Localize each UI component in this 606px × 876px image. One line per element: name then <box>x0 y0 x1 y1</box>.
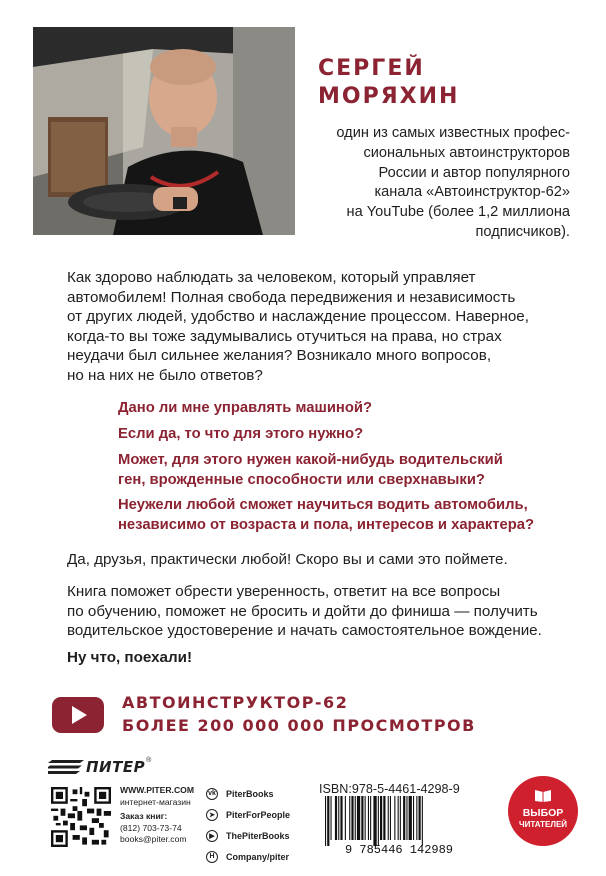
intro-paragraph <box>67 268 587 386</box>
answer-paragraph <box>67 550 508 570</box>
barcode-bar <box>390 796 391 840</box>
author-last-name: МОРЯХИН <box>318 84 460 109</box>
bio-line: России и автор популярного <box>378 164 570 181</box>
barcode-bar <box>345 796 346 840</box>
question-item <box>118 399 372 419</box>
barcode-bar <box>335 796 337 840</box>
social-links <box>206 785 290 869</box>
channel-views: БОЛЕЕ 200 000 000 ПРОСМОТРОВ <box>122 716 476 735</box>
youtube-icon <box>52 697 104 733</box>
barcode-bar <box>388 796 389 840</box>
barcode-bar <box>403 796 405 840</box>
social-item[interactable] <box>206 785 290 802</box>
badge-subtitle: ЧИТАТЕЛЕЙ <box>518 820 568 829</box>
email[interactable]: books@piter.com <box>120 834 187 844</box>
answer-line: Да, друзья, практически любой! Скоро вы и сами это поймете. <box>67 551 508 568</box>
order-label: Заказ книг: <box>120 811 168 821</box>
barcode-bar <box>383 796 385 840</box>
channel-info <box>122 691 476 737</box>
social-label: PiterForPeople <box>226 809 291 820</box>
site-link[interactable]: WWW.PITER.COM <box>120 785 194 795</box>
publisher-logo <box>48 757 151 777</box>
open-book-icon <box>534 788 552 802</box>
barcode-bar <box>380 796 382 840</box>
bio-line: на YouTube (более 1,2 миллиона <box>346 204 570 221</box>
registered-mark: ® <box>146 757 152 764</box>
barcode-bar <box>413 796 414 840</box>
barcode-bar <box>394 796 395 840</box>
barcode-bar <box>357 796 360 840</box>
author-first-name: СЕРГЕЙ <box>318 56 425 81</box>
question-line: ген, врожденные способности или сверхнавыки? <box>118 471 485 488</box>
isbn-label: ISBN:978-5-4461-4298-9 <box>319 782 460 796</box>
youtube-play-icon: ▶ <box>206 830 218 842</box>
readers-choice-badge <box>508 776 578 846</box>
question-line: независимо от возраста и пола, интересов и характера? <box>118 516 535 533</box>
barcode-bar <box>349 796 350 840</box>
barcode-bar <box>398 796 399 840</box>
habr-icon: H <box>206 851 218 863</box>
bio-line: подписчиков). <box>475 223 570 240</box>
piter-stripes-icon <box>48 760 84 774</box>
question-line: Дано ли мне управлять машиной? <box>118 400 373 416</box>
question-item <box>118 425 363 445</box>
telegram-icon: ➤ <box>206 809 218 821</box>
barcode-bar <box>331 796 332 840</box>
barcode-bar <box>325 796 326 846</box>
barcode-bar <box>355 796 356 840</box>
social-label: Company/piter <box>226 851 290 862</box>
description-line: водительское удостоверение и начать самостоятельное вождение. <box>67 622 542 640</box>
barcode-bar <box>370 796 371 840</box>
barcode-bar <box>340 796 342 840</box>
description-line: Книга поможет обрести уверенность, ответит на все вопросы <box>67 583 501 600</box>
barcode-bar <box>338 796 339 840</box>
social-item[interactable] <box>206 806 290 823</box>
barcode-bar <box>373 796 376 846</box>
barcode-bar <box>406 796 407 840</box>
question-line: Может, для этого нужен какой-нибудь водительский <box>118 452 503 468</box>
social-label: ThePiterBooks <box>226 830 290 841</box>
barcode-bar <box>327 796 329 846</box>
channel-name: АВТОИНСТРУКТОР-62 <box>122 693 349 712</box>
bio-line: сиональных автоинструкторов <box>363 144 570 161</box>
social-label: PiterBooks <box>226 788 274 799</box>
barcode-bar <box>409 796 412 840</box>
barcode-bar <box>368 796 369 840</box>
intro-line: неудачи был сильнее желания? Возникало много вопросов, <box>67 347 492 365</box>
intro-line: но на них не было ответов? <box>67 366 263 384</box>
book-description <box>67 582 542 641</box>
closing-line: Ну что, поехали! <box>67 649 193 666</box>
question-line: Неужели любой сможет научиться водить автомобиль, <box>118 497 528 513</box>
question-line: Если да, то что для этого нужно? <box>118 426 364 442</box>
shop-label: интернет-магазин <box>120 796 191 807</box>
social-item[interactable] <box>206 827 290 844</box>
barcode-bar <box>419 796 421 840</box>
barcode-bar <box>400 796 401 840</box>
bio-line: канала «Автоинструктор-62» <box>374 184 570 201</box>
question-item <box>118 496 534 535</box>
question-item <box>118 451 503 490</box>
isbn-barcode <box>315 796 483 854</box>
author-photo <box>33 27 295 235</box>
social-item[interactable] <box>206 848 290 865</box>
phone: (812) 703-73-74 <box>120 822 182 833</box>
author-name <box>318 55 459 111</box>
barcode-bar <box>351 796 353 840</box>
description-line: по обучению, поможет не бросить и дойти до финиша — получить <box>67 602 538 620</box>
barcode-bar <box>422 796 423 846</box>
qr-code <box>51 787 111 847</box>
intro-line: автомобилем! Полная свобода передвижения и независимость <box>67 288 516 306</box>
intro-line: когда-то вы тоже задумывались отучиться на права, но страх <box>67 327 502 345</box>
shop-info <box>120 785 194 846</box>
barcode-bar <box>378 796 379 846</box>
barcode-digits: 9 785446 142989 <box>344 843 454 854</box>
author-bio <box>318 124 570 243</box>
barcode-bar <box>365 796 366 840</box>
publisher-name: ПИТЕР <box>86 758 146 776</box>
barcode-bar <box>361 796 363 840</box>
vk-icon: vk <box>206 788 218 800</box>
barcode-bar <box>416 796 417 840</box>
badge-title: ВЫБОР <box>522 807 564 819</box>
intro-line: Как здорово наблюдать за человеком, который управляет <box>67 269 476 286</box>
bio-line: один из самых известных профес- <box>336 125 570 141</box>
intro-line: от других людей, удобство и наслаждение процессом. Наверное, <box>67 308 529 326</box>
